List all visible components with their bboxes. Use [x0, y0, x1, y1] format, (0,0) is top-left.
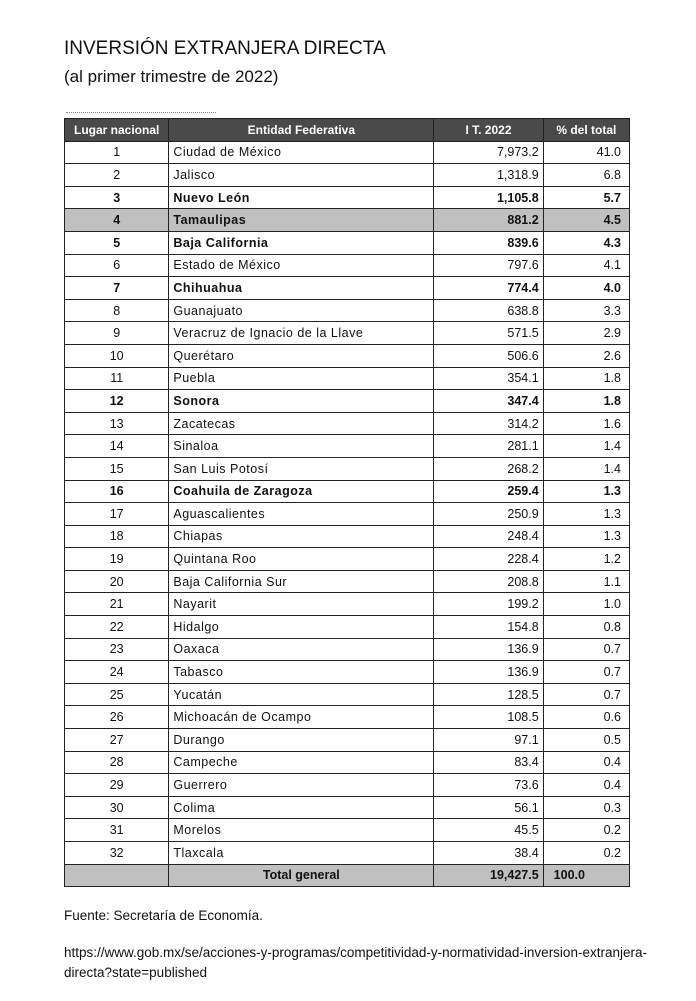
table-row: [65, 435, 630, 458]
value-cell: 128.5: [434, 683, 543, 706]
state-cell: Morelos: [169, 819, 434, 842]
state-cell: Michoacán de Ocampo: [169, 706, 434, 729]
rank-cell: 29: [65, 774, 169, 797]
rank-cell: 1: [65, 141, 169, 164]
state-cell: Tamaulipas: [169, 209, 434, 232]
pct-cell: 4.3: [543, 231, 629, 254]
value-cell: 506.6: [434, 344, 543, 367]
state-cell: Ciudad de México: [169, 141, 434, 164]
state-cell: Puebla: [169, 367, 434, 390]
state-cell: Jalisco: [169, 164, 434, 187]
rank-cell: 4: [65, 209, 169, 232]
rank-cell: 32: [65, 842, 169, 865]
table-row: [65, 322, 630, 345]
table-row: [65, 231, 630, 254]
table-row: [65, 277, 630, 300]
rank-cell: 10: [65, 344, 169, 367]
table-total-row: [65, 864, 630, 887]
scan-artifact: [66, 112, 216, 115]
table-row: [65, 706, 630, 729]
table-row: [65, 209, 630, 232]
value-cell: 154.8: [434, 616, 543, 639]
state-cell: Colima: [169, 796, 434, 819]
table-row: [65, 819, 630, 842]
rank-cell: 5: [65, 231, 169, 254]
pct-cell: 1.3: [543, 480, 629, 503]
pct-cell: 0.8: [543, 616, 629, 639]
value-cell: 774.4: [434, 277, 543, 300]
header-value: I T. 2022: [434, 119, 543, 142]
pct-cell: 1.8: [543, 367, 629, 390]
header-rank: Lugar nacional: [65, 119, 169, 142]
source-url: https://www.gob.mx/se/acciones-y-programas/competitividad-y-normatividad-inversion-extranjera-directa?state=published: [64, 945, 647, 980]
pct-cell: 0.4: [543, 751, 629, 774]
state-cell: Chiapas: [169, 525, 434, 548]
rank-cell: 25: [65, 683, 169, 706]
value-cell: 136.9: [434, 638, 543, 661]
state-cell: Coahuila de Zaragoza: [169, 480, 434, 503]
value-cell: 638.8: [434, 299, 543, 322]
table-row: [65, 254, 630, 277]
value-cell: 281.1: [434, 435, 543, 458]
value-cell: 7,973.2: [434, 141, 543, 164]
pct-cell: 41.0: [543, 141, 629, 164]
rank-cell: 16: [65, 480, 169, 503]
state-cell: Aguascalientes: [169, 503, 434, 526]
fdi-table: [64, 118, 630, 887]
pct-cell: 4.0: [543, 277, 629, 300]
pct-cell: 4.1: [543, 254, 629, 277]
table-row: [65, 390, 630, 413]
value-cell: 228.4: [434, 548, 543, 571]
header-state: Entidad Federativa: [169, 119, 434, 142]
state-cell: Baja California Sur: [169, 570, 434, 593]
pct-cell: 2.9: [543, 322, 629, 345]
state-cell: Hidalgo: [169, 616, 434, 639]
table-row: [65, 796, 630, 819]
value-cell: 108.5: [434, 706, 543, 729]
table-header-row: [65, 119, 630, 142]
rank-cell: 21: [65, 593, 169, 616]
rank-cell: 19: [65, 548, 169, 571]
table-row: [65, 164, 630, 187]
state-cell: Querétaro: [169, 344, 434, 367]
state-cell: Durango: [169, 729, 434, 752]
state-cell: Sonora: [169, 390, 434, 413]
rank-cell: 8: [65, 299, 169, 322]
value-cell: 1,318.9: [434, 164, 543, 187]
table-row: [65, 525, 630, 548]
rank-cell: 20: [65, 570, 169, 593]
table-row: [65, 570, 630, 593]
table-row: [65, 480, 630, 503]
pct-cell: 1.3: [543, 525, 629, 548]
state-cell: Nuevo León: [169, 186, 434, 209]
table-row: [65, 186, 630, 209]
value-cell: 314.2: [434, 412, 543, 435]
table-row: [65, 548, 630, 571]
state-cell: Yucatán: [169, 683, 434, 706]
state-cell: Oaxaca: [169, 638, 434, 661]
value-cell: 268.2: [434, 457, 543, 480]
table-body: [65, 141, 630, 864]
pct-cell: 1.8: [543, 390, 629, 413]
value-cell: 881.2: [434, 209, 543, 232]
state-cell: Tlaxcala: [169, 842, 434, 865]
value-cell: 208.8: [434, 570, 543, 593]
rank-cell: 2: [65, 164, 169, 187]
table-row: [65, 774, 630, 797]
rank-cell: 14: [65, 435, 169, 458]
value-cell: 45.5: [434, 819, 543, 842]
table-row: [65, 367, 630, 390]
rank-cell: 18: [65, 525, 169, 548]
total-label: Total general: [169, 864, 434, 887]
rank-cell: 7: [65, 277, 169, 300]
rank-cell: 28: [65, 751, 169, 774]
rank-cell: 23: [65, 638, 169, 661]
total-value: 19,427.5: [434, 864, 543, 887]
state-cell: Campeche: [169, 751, 434, 774]
rank-cell: 15: [65, 457, 169, 480]
state-cell: Quintana Roo: [169, 548, 434, 571]
rank-cell: 3: [65, 186, 169, 209]
pct-cell: 1.0: [543, 593, 629, 616]
pct-cell: 1.4: [543, 457, 629, 480]
table-row: [65, 299, 630, 322]
pct-cell: 1.4: [543, 435, 629, 458]
rank-cell: 27: [65, 729, 169, 752]
pct-cell: 0.7: [543, 683, 629, 706]
rank-cell: 11: [65, 367, 169, 390]
rank-cell: 30: [65, 796, 169, 819]
state-cell: Tabasco: [169, 661, 434, 684]
state-cell: Baja California: [169, 231, 434, 254]
rank-cell: 6: [65, 254, 169, 277]
pct-cell: 0.7: [543, 661, 629, 684]
total-pct: 100.0: [543, 864, 629, 887]
value-cell: 1,105.8: [434, 186, 543, 209]
state-cell: San Luis Potosí: [169, 457, 434, 480]
rank-cell: 26: [65, 706, 169, 729]
pct-cell: 0.2: [543, 842, 629, 865]
pct-cell: 0.7: [543, 638, 629, 661]
rank-cell: 31: [65, 819, 169, 842]
pct-cell: 1.2: [543, 548, 629, 571]
table-row: [65, 412, 630, 435]
value-cell: 354.1: [434, 367, 543, 390]
state-cell: Guanajuato: [169, 299, 434, 322]
pct-cell: 0.3: [543, 796, 629, 819]
table-row: [65, 842, 630, 865]
pct-cell: 5.7: [543, 186, 629, 209]
pct-cell: 0.2: [543, 819, 629, 842]
value-cell: 56.1: [434, 796, 543, 819]
value-cell: 248.4: [434, 525, 543, 548]
rank-cell: 24: [65, 661, 169, 684]
pct-cell: 1.6: [543, 412, 629, 435]
table-row: [65, 661, 630, 684]
rank-cell: 13: [65, 412, 169, 435]
value-cell: 83.4: [434, 751, 543, 774]
state-cell: Sinaloa: [169, 435, 434, 458]
value-cell: 839.6: [434, 231, 543, 254]
value-cell: 571.5: [434, 322, 543, 345]
table-row: [65, 457, 630, 480]
table-row: [65, 729, 630, 752]
value-cell: 136.9: [434, 661, 543, 684]
value-cell: 259.4: [434, 480, 543, 503]
state-cell: Zacatecas: [169, 412, 434, 435]
value-cell: 250.9: [434, 503, 543, 526]
rank-cell: 9: [65, 322, 169, 345]
pct-cell: 6.8: [543, 164, 629, 187]
rank-cell: 22: [65, 616, 169, 639]
table-row: [65, 344, 630, 367]
value-cell: 199.2: [434, 593, 543, 616]
value-cell: 97.1: [434, 729, 543, 752]
pct-cell: 0.5: [543, 729, 629, 752]
state-cell: Veracruz de Ignacio de la Llave: [169, 322, 434, 345]
pct-cell: 1.3: [543, 503, 629, 526]
table-row: [65, 593, 630, 616]
state-cell: Estado de México: [169, 254, 434, 277]
table-row: [65, 616, 630, 639]
value-cell: 73.6: [434, 774, 543, 797]
pct-cell: 3.3: [543, 299, 629, 322]
pct-cell: 0.6: [543, 706, 629, 729]
state-cell: Guerrero: [169, 774, 434, 797]
header-pct: % del total: [543, 119, 629, 142]
table-row: [65, 503, 630, 526]
state-cell: Nayarit: [169, 593, 434, 616]
pct-cell: 0.4: [543, 774, 629, 797]
total-rank-cell: [65, 864, 169, 887]
value-cell: 797.6: [434, 254, 543, 277]
pct-cell: 2.6: [543, 344, 629, 367]
table-row: [65, 141, 630, 164]
pct-cell: 4.5: [543, 209, 629, 232]
table-row: [65, 751, 630, 774]
rank-cell: 12: [65, 390, 169, 413]
document-title: INVERSIÓN EXTRANJERA DIRECTA: [64, 38, 386, 59]
pct-cell: 1.1: [543, 570, 629, 593]
rank-cell: 17: [65, 503, 169, 526]
state-cell: Chihuahua: [169, 277, 434, 300]
value-cell: 347.4: [434, 390, 543, 413]
value-cell: 38.4: [434, 842, 543, 865]
source-note: Fuente: Secretaría de Economía.: [64, 908, 263, 923]
document-subtitle: (al primer trimestre de 2022): [64, 67, 279, 86]
table-row: [65, 638, 630, 661]
table-row: [65, 683, 630, 706]
